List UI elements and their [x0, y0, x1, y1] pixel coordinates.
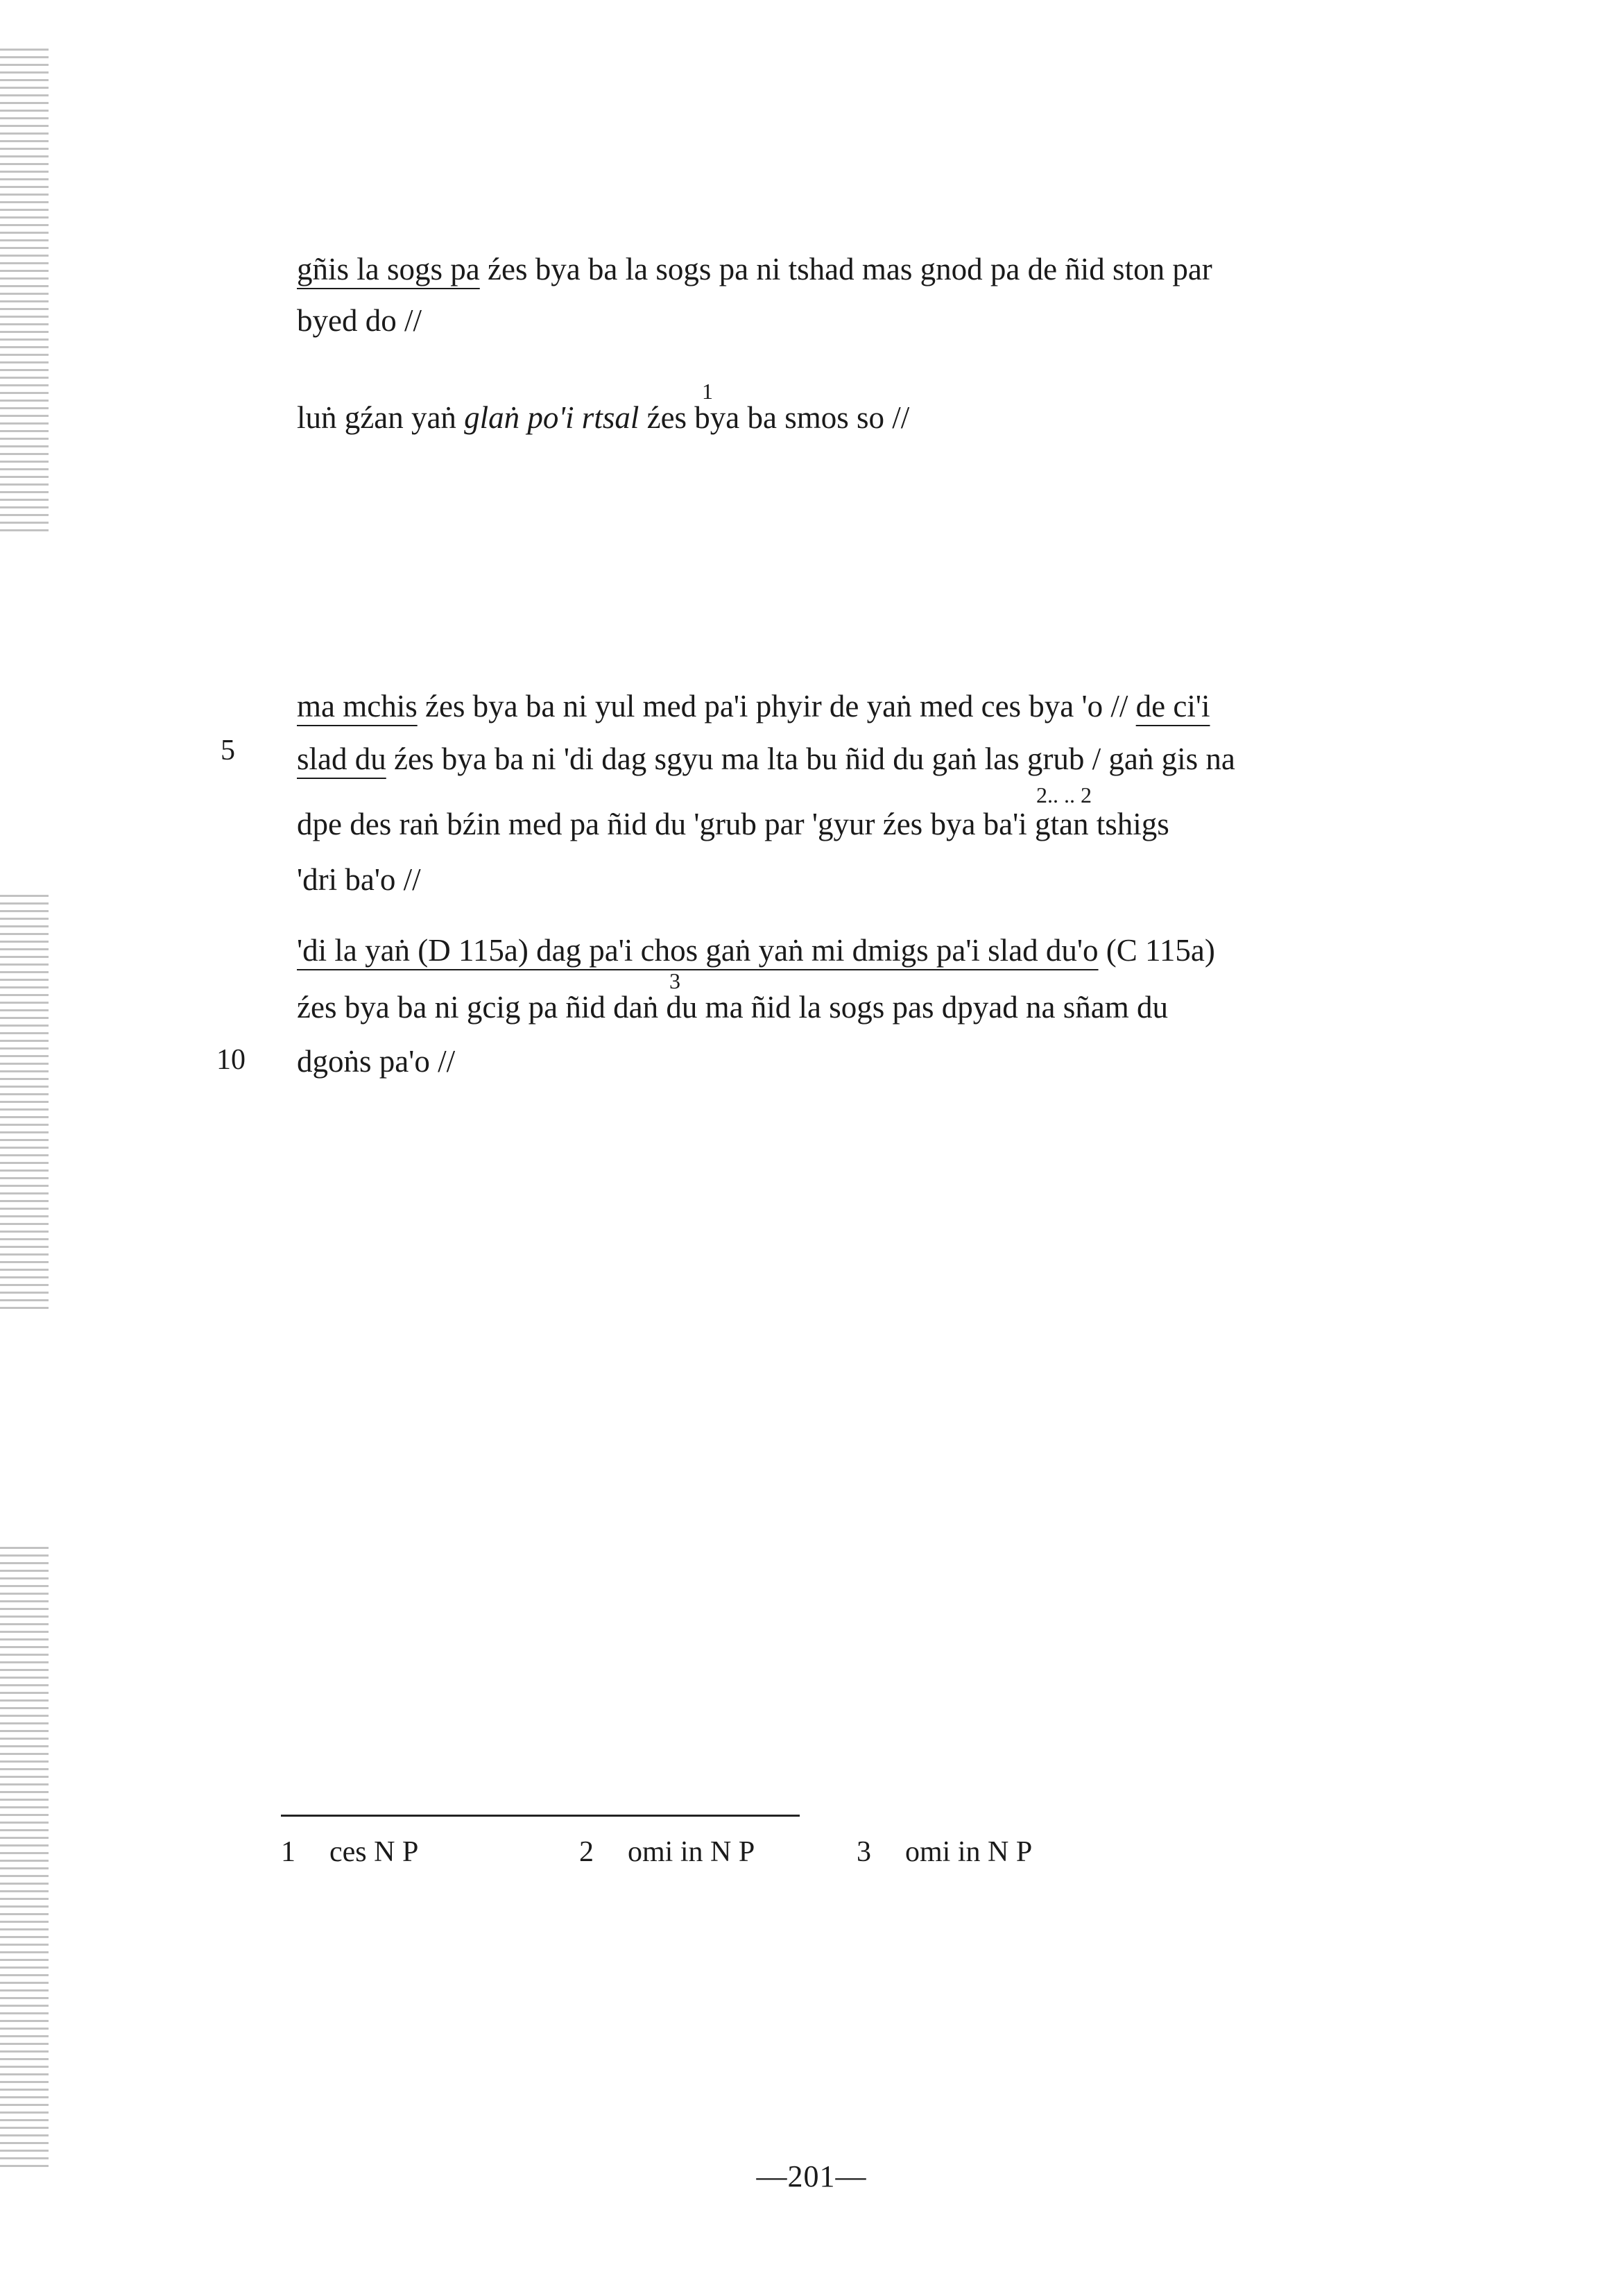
text-line [297, 986, 1168, 1028]
text-segment: (C 115a) [1098, 933, 1215, 968]
page-number: —201— [756, 2159, 867, 2193]
footnote-text: omi in N P [628, 1836, 755, 1868]
scan-edge-mark [0, 49, 49, 534]
underlined-lemma: de ci'i [1135, 689, 1210, 723]
note-mark: 3 [669, 968, 680, 993]
text-line [297, 929, 1215, 971]
footnote [579, 1831, 755, 1873]
scan-edge-mark [0, 895, 49, 1311]
text-line [297, 397, 909, 438]
text-line [297, 300, 422, 341]
text-segment: luṅ gźan yaṅ [297, 400, 465, 435]
text-line [297, 803, 1169, 845]
text-segment: 'dri ba'o // [297, 862, 421, 897]
text-segment: źes bya ba ni yul med pa'i phyir de yaṅ med ces bya 'o // [417, 689, 1136, 723]
underlined-lemma: 'di la yaṅ (D 115a) dag pa'i chos gaṅ yaṅ mi dmigs pa'i slad du'o [297, 933, 1099, 968]
line-number: 5 [221, 735, 235, 766]
text-line [297, 685, 1210, 727]
text-segment: źes bya ba smos so // [639, 400, 910, 435]
text-segment: źes bya ba ni gcig pa ñid daṅ du ma ñid la sogs pas dpyad na sñam du [297, 990, 1168, 1025]
scan-edge-mark [0, 1547, 49, 2171]
footnote [857, 1831, 1032, 1873]
text-line [297, 248, 1212, 290]
underlined-lemma: gñis la sogs pa [297, 252, 480, 286]
footnote-text: omi in N P [905, 1836, 1033, 1868]
underlined-lemma: ma mchis [297, 689, 418, 723]
italic-phrase: glaṅ po'i rtsal [464, 400, 639, 435]
text-line [297, 738, 1235, 780]
text-segment: byed do // [297, 303, 422, 338]
text-segment: źes bya ba la sogs pa ni tshad mas gnod pa de ñid ston par [479, 252, 1212, 286]
text-segment: dgoṅs pa'o // [297, 1044, 456, 1079]
note-mark: 2.. .. 2 [1036, 782, 1092, 807]
footnote-rule [281, 1815, 800, 1817]
footnote [281, 1831, 418, 1873]
text-line [297, 1040, 455, 1082]
footnote-text: ces N P [329, 1836, 419, 1868]
footnote-number: 3 [857, 1836, 871, 1868]
text-segment: źes bya ba ni 'di dag sgyu ma lta bu ñid du gaṅ las grub / gaṅ gis na [386, 742, 1235, 776]
note-mark: 1 [702, 379, 713, 404]
line-number: 10 [216, 1044, 246, 1076]
text-segment: dpe des raṅ bźin med pa ñid du 'grub par 'gyur źes bya ba'i gtan tshigs [297, 807, 1169, 841]
footnote-number: 2 [579, 1836, 594, 1868]
underlined-lemma: slad du [297, 742, 386, 776]
footnote-number: 1 [281, 1836, 295, 1868]
text-line [297, 859, 421, 900]
